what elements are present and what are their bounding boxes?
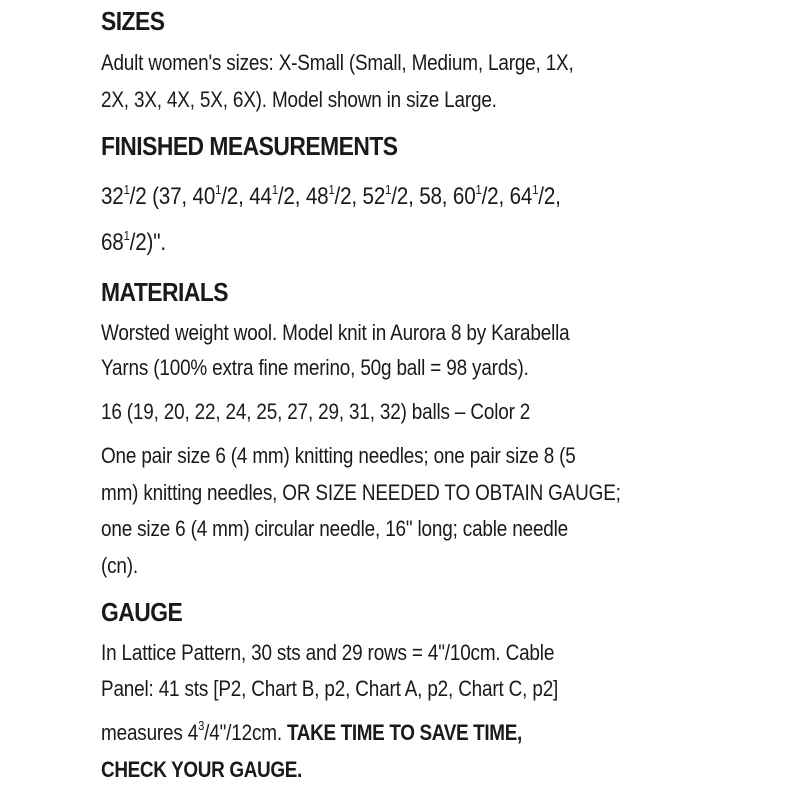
gauge-emphasis: TAKE TIME TO SAVE TIME, [287,720,522,745]
gauge-superscript: 3 [198,718,205,733]
gauge-line-3 [101,720,522,746]
measure-text: /2, 48 [277,183,329,210]
gauge-line-2: Panel: 41 sts [P2, Chart B, p2, Chart A, p2, Chart C, p2] [101,676,559,701]
measure-superscript: 1 [123,228,130,243]
measure-superscript: 1 [475,182,482,197]
measure-text: /2, 58, 60 [391,183,476,210]
measure-text: /2, 64 [481,183,533,210]
measure-superscript: 1 [328,182,335,197]
measure-superscript: 1 [271,182,278,197]
measure-text: /2, [538,183,561,210]
measure-text: /2 (37, 40 [129,183,216,210]
gauge-text: /4"/12cm. [204,720,288,745]
materials-line-5: mm) knitting needles, OR SIZE NEEDED TO OBTAIN GAUGE; [101,480,621,505]
materials-line-7: (cn). [101,553,138,578]
gauge-line-4: CHECK YOUR GAUGE. [101,757,302,782]
materials-line-6: one size 6 (4 mm) circular needle, 16" long; cable needle [101,516,569,541]
measure-superscript: 1 [215,182,222,197]
materials-line-4: One pair size 6 (4 mm) knitting needles; one pair size 8 (5 [101,443,576,468]
finished-measurements-line-2 [101,229,166,257]
measure-text: 68 [101,229,124,256]
measure-text: /2, 52 [334,183,386,210]
measure-superscript: 1 [123,182,130,197]
sizes-line-1: Adult women's sizes: X-Small (Small, Medium, Large, 1X, [101,50,574,75]
materials-line-1: Worsted weight wool. Model knit in Aurora 8 by Karabella [101,320,570,345]
sizes-line-2: 2X, 3X, 4X, 5X, 6X). Model shown in size Large. [101,87,497,112]
sizes-heading: SIZES [101,6,165,36]
materials-line-3: 16 (19, 20, 22, 24, 25, 27, 29, 31, 32) balls – Color 2 [101,399,531,424]
gauge-heading: GAUGE [101,597,183,627]
finished-measurements-line-1 [101,183,561,211]
gauge-line-1: In Lattice Pattern, 30 sts and 29 rows = 4"/10cm. Cable [101,640,555,665]
gauge-text: measures 4 [101,720,199,745]
measure-superscript: 1 [385,182,392,197]
measure-text: /2)". [129,229,166,256]
measure-text: 32 [101,183,124,210]
materials-heading: MATERIALS [101,277,229,307]
measure-superscript: 1 [532,182,539,197]
measure-text: /2, 44 [221,183,272,210]
finished-measurements-heading: FINISHED MEASUREMENTS [101,131,398,161]
materials-line-2: Yarns (100% extra fine merino, 50g ball = 98 yards). [101,355,529,380]
